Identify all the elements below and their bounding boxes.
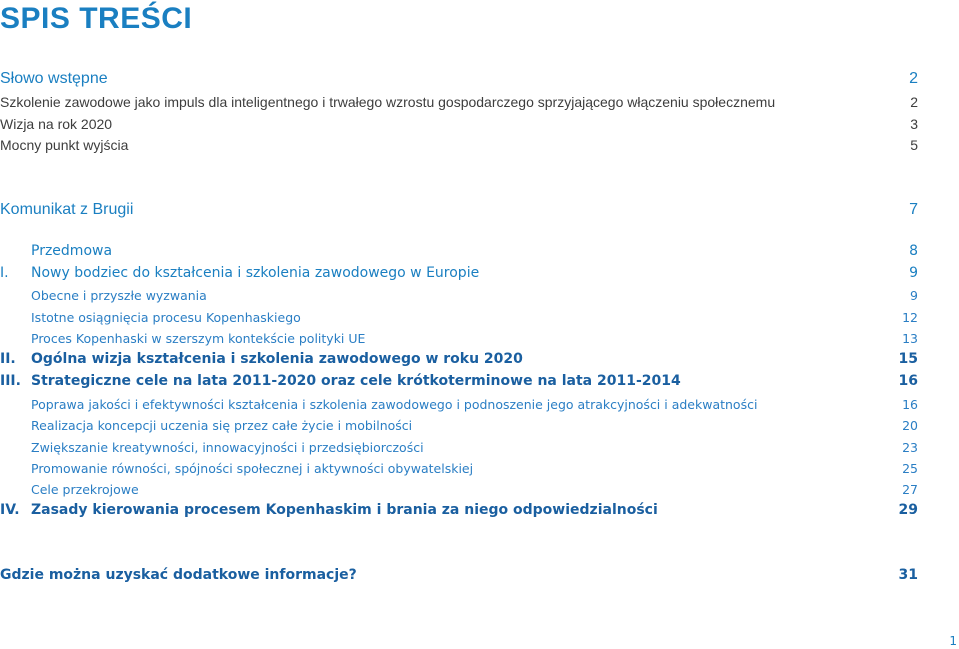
toc-page: 20 [902, 418, 918, 433]
toc-entry[interactable] [0, 116, 918, 132]
toc-label: Przedmowa [31, 243, 113, 259]
toc-label: Promowanie równości, spójności społecznej i aktywności obywatelskiej [31, 461, 474, 476]
page-title: SPIS TREŚCI [0, 2, 193, 35]
toc-page: 15 [898, 351, 918, 367]
toc-entry-chapter-2[interactable] [0, 351, 918, 367]
toc-page: 2 [910, 94, 918, 110]
toc-subentry[interactable] [0, 310, 918, 325]
toc-page: 27 [902, 482, 918, 497]
toc-subentry[interactable] [0, 482, 918, 497]
toc-entry[interactable] [0, 137, 918, 153]
toc-page: 13 [902, 331, 918, 346]
toc-label: Szkolenie zawodowe jako impuls dla inteligentnego i trwałego wzrostu gospodarczego sprzyjającego włączeniu społecznemu [0, 94, 776, 110]
toc-subentry[interactable] [0, 418, 918, 433]
toc-page: 12 [902, 310, 918, 325]
toc-page: 2 [909, 70, 918, 87]
toc-page: 23 [902, 440, 918, 455]
toc-entry-chapter-1[interactable] [0, 265, 918, 281]
toc-entry-communique[interactable] [0, 201, 918, 219]
toc-label: Gdzie można uzyskać dodatkowe informacje? [0, 567, 357, 583]
toc-page: 29 [898, 502, 918, 518]
toc-label: Słowo wstępne [0, 70, 108, 87]
toc-label: Zasady kierowania procesem Kopenhaskim i brania za niego odpowiedzialności [31, 502, 658, 518]
toc-entry[interactable] [0, 94, 918, 110]
toc-page: 9 [909, 265, 918, 281]
toc-label: Poprawa jakości i efektywności kształcenia i szkolenia zawodowego i podnoszenie jego atrakcyjności i adekwatności [31, 397, 758, 412]
toc-page: 5 [910, 137, 918, 153]
toc-label: Nowy bodziec do kształcenia i szkolenia zawodowego w Europie [31, 265, 480, 281]
page-number: 1 [949, 634, 957, 648]
toc-entry-preface[interactable] [0, 243, 918, 259]
toc-entry-chapter-3[interactable] [0, 373, 918, 389]
toc-subentry[interactable] [0, 461, 918, 476]
toc-label: Istotne osiągnięcia procesu Kopenhaskiego [31, 310, 301, 325]
chapter-number: I. [0, 265, 9, 281]
toc-subentry[interactable] [0, 440, 918, 455]
toc-label: Proces Kopenhaski w szerszym kontekście polityki UE [31, 331, 366, 346]
toc-entry-more-info[interactable] [0, 567, 918, 583]
toc-page: 9 [910, 288, 918, 303]
toc-entry-chapter-4[interactable] [0, 502, 918, 518]
toc-page: 7 [909, 201, 918, 218]
toc-page: 16 [898, 373, 918, 389]
chapter-number: II. [0, 351, 16, 367]
toc-label: Strategiczne cele na lata 2011-2020 oraz cele krótkoterminowe na lata 2011-2014 [31, 373, 681, 389]
toc-label: Mocny punkt wyjścia [0, 137, 129, 153]
toc-subentry[interactable] [0, 331, 918, 346]
toc-label: Realizacja koncepcji uczenia się przez całe życie i mobilności [31, 418, 413, 433]
toc-label: Ogólna wizja kształcenia i szkolenia zawodowego w roku 2020 [31, 351, 523, 367]
toc-label: Obecne i przyszłe wyzwania [31, 288, 207, 303]
toc-page: 31 [898, 567, 918, 583]
chapter-number: III. [0, 373, 21, 389]
toc-subentry[interactable] [0, 288, 918, 303]
toc-label: Wizja na rok 2020 [0, 116, 113, 132]
toc-page: 8 [909, 243, 918, 259]
toc-label: Komunikat z Brugii [0, 201, 134, 218]
toc-page: 3 [910, 116, 918, 132]
chapter-number: IV. [0, 502, 20, 518]
toc-page: 25 [902, 461, 918, 476]
toc-subentry[interactable] [0, 397, 918, 412]
toc-page: 16 [902, 397, 918, 412]
toc-entry-foreword[interactable] [0, 70, 918, 88]
toc-label: Zwiększanie kreatywności, innowacyjności i przedsiębiorczości [31, 440, 424, 455]
toc-label: Cele przekrojowe [31, 482, 139, 497]
